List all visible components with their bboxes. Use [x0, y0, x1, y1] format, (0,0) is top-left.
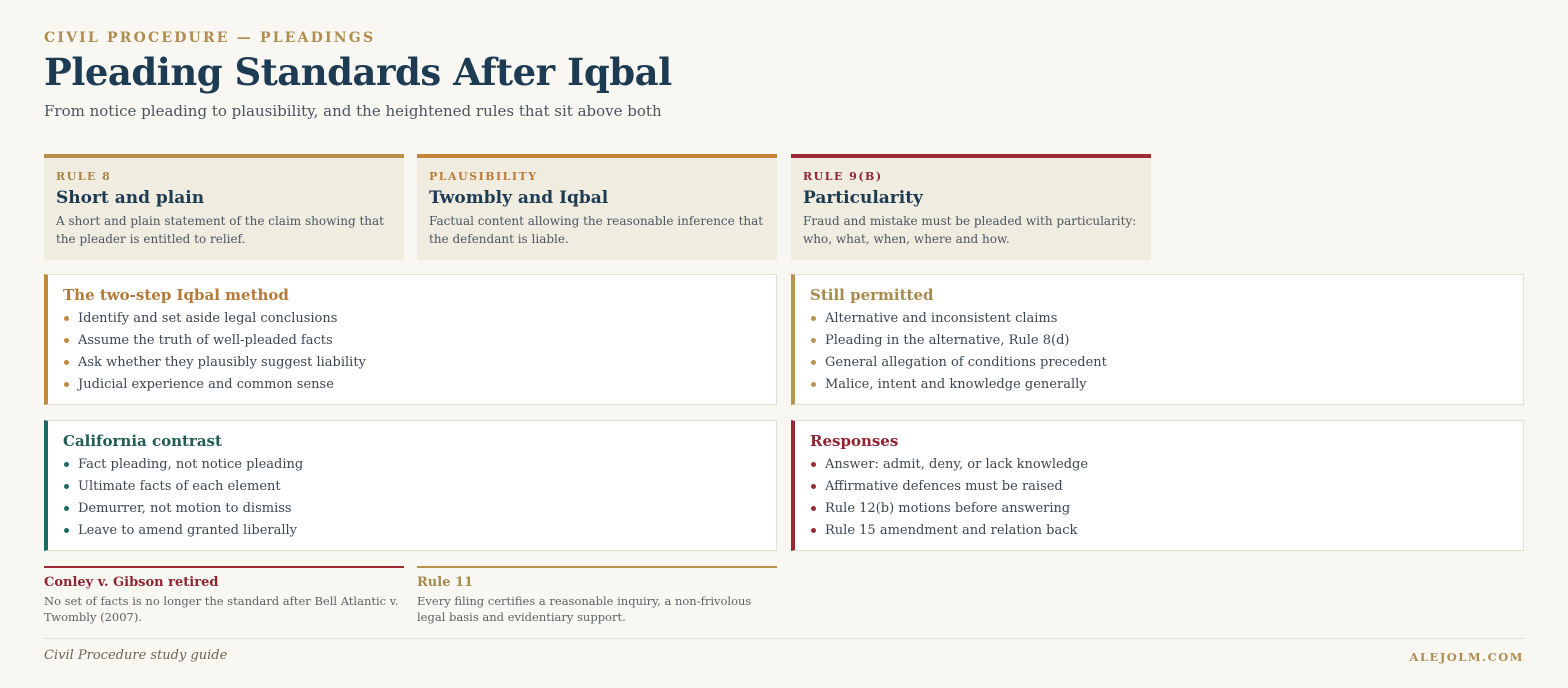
list-item — [63, 479, 776, 501]
bullet-icon — [64, 506, 69, 511]
footer-caption: Civil Procedure study guide — [44, 648, 228, 663]
rule-card-description: Factual content allowing the reasonable inference that the defendant is liable. — [429, 214, 764, 246]
bullet-icon — [811, 528, 816, 533]
note-title: Rule 11 — [417, 575, 474, 590]
rule-card-heading: Particularity — [803, 188, 923, 208]
list-item — [63, 311, 776, 333]
rule-card-kicker: PLAUSIBILITY — [429, 170, 538, 183]
bullet-icon — [64, 338, 69, 343]
list-item-text: Judicial experience and common sense — [78, 377, 334, 392]
bullet-icon — [64, 360, 69, 365]
list-item-text: Rule 12(b) motions before answering — [825, 501, 1071, 516]
note-description: Every filing certifies a reasonable inquiry, a non-frivolous legal basis and evidentiary support. — [417, 594, 752, 624]
panel-california-contrast — [44, 420, 777, 551]
note-conley — [44, 566, 404, 625]
footer-divider — [44, 638, 1524, 639]
list-item — [63, 523, 776, 545]
list-item — [810, 523, 1523, 545]
note-title: Conley v. Gibson retired — [44, 575, 219, 590]
list-item-text: Malice, intent and knowledge generally — [825, 377, 1087, 392]
rule-card-plausibility — [417, 154, 777, 260]
list-item-text: Alternative and inconsistent claims — [825, 311, 1058, 326]
rule-card-rule-9b — [791, 154, 1151, 260]
bullet-icon — [64, 316, 69, 321]
page-subtitle: From notice pleading to plausibility, and the heightened rules that sit above both — [44, 102, 662, 120]
list-item-text: Demurrer, not motion to dismiss — [78, 501, 292, 516]
panel-list — [810, 311, 1523, 399]
panel-list — [63, 311, 776, 399]
panel-iqbal-method — [44, 274, 777, 405]
study-sheet — [44, 0, 1524, 688]
list-item-text: Identify and set aside legal conclusions — [78, 311, 338, 326]
panel-title: The two-step Iqbal method — [63, 286, 289, 304]
list-item — [63, 333, 776, 355]
list-item-text: Fact pleading, not notice pleading — [78, 457, 304, 472]
rule-card-kicker: RULE 8 — [56, 170, 112, 183]
list-item-text: Leave to amend granted liberally — [78, 523, 298, 538]
panel-title: California contrast — [63, 432, 222, 450]
list-item — [810, 355, 1523, 377]
list-item — [810, 457, 1523, 479]
bullet-icon — [811, 462, 816, 467]
bullet-icon — [811, 338, 816, 343]
page-title: Pleading Standards After Iqbal — [44, 50, 672, 94]
list-item-text: Ultimate facts of each element — [78, 479, 281, 494]
rule-card-kicker: RULE 9(B) — [803, 170, 883, 183]
list-item-text: Rule 15 amendment and relation back — [825, 523, 1078, 538]
list-item — [810, 479, 1523, 501]
footer-site-link[interactable]: ALEJOLM.COM — [1409, 650, 1524, 664]
bullet-icon — [811, 316, 816, 321]
list-item — [63, 377, 776, 399]
panel-list — [63, 457, 776, 545]
list-item — [63, 457, 776, 479]
bullet-icon — [64, 528, 69, 533]
list-item-text: Answer: admit, deny, or lack knowledge — [825, 457, 1089, 472]
rule-card-description: Fraud and mistake must be pleaded with particularity: who, what, when, where and how. — [803, 214, 1137, 246]
panel-title: Responses — [810, 432, 899, 450]
bullet-icon — [64, 382, 69, 387]
bullet-icon — [64, 484, 69, 489]
list-item-text: Pleading in the alternative, Rule 8(d) — [825, 333, 1070, 348]
list-item-text: Assume the truth of well-pleaded facts — [78, 333, 333, 348]
note-description: No set of facts is no longer the standard after Bell Atlantic v. Twombly (2007). — [44, 594, 399, 624]
bullet-icon — [811, 484, 816, 489]
panel-list — [810, 457, 1523, 545]
bullet-icon — [64, 462, 69, 467]
panel-title: Still permitted — [810, 286, 934, 304]
bullet-icon — [811, 360, 816, 365]
bullet-icon — [811, 506, 816, 511]
list-item — [810, 311, 1523, 333]
panel-still-permitted — [791, 274, 1524, 405]
list-item-text: Ask whether they plausibly suggest liability — [78, 355, 366, 370]
list-item-text: General allegation of conditions precedent — [825, 355, 1107, 370]
list-item — [810, 333, 1523, 355]
list-item — [63, 501, 776, 523]
panel-responses — [791, 420, 1524, 551]
rule-card-heading: Short and plain — [56, 188, 205, 208]
bullet-icon — [811, 382, 816, 387]
rule-card-description: A short and plain statement of the claim showing that the pleader is entitled to relief. — [56, 214, 384, 246]
rule-card-heading: Twombly and Iqbal — [429, 188, 609, 208]
list-item — [810, 377, 1523, 399]
rule-card-rule-8 — [44, 154, 404, 260]
note-rule-11 — [417, 566, 777, 625]
list-item — [63, 355, 776, 377]
section-eyebrow: CIVIL PROCEDURE — PLEADINGS — [44, 30, 376, 46]
list-item — [810, 501, 1523, 523]
list-item-text: Affirmative defences must be raised — [825, 479, 1063, 494]
